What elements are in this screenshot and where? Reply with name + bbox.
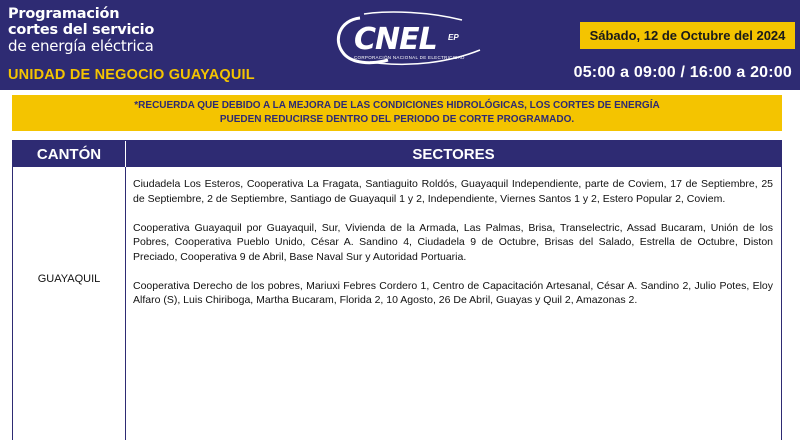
cnel-logo [330, 10, 490, 70]
logo-subtitle: CORPORACIÓN NACIONAL DE ELECTRICIDAD [354, 55, 465, 60]
schedule-table [12, 140, 782, 440]
header-canton: CANTÓN [36, 145, 102, 163]
notice-banner [12, 95, 782, 131]
sector-group-2: Cooperativa Guayaquil por Guayaquil, Sur, Vivienda de la Armada, Las Palmas, Brisa, Transelectric, Assad Bucaram, Unión de los Pobres, Cooperativa Pueblo Unido, César A. Sandino 4, Ciudadela 9 de Octubre, Brisas del Salado, Estrella de Octubre, Diston Preciado, Cooperativa 9 de Abril, Base Naval Sur y Autoridad Portuaria. [133, 221, 773, 263]
table-row [13, 167, 781, 440]
header-sectores: SECTORES [125, 141, 781, 167]
table-header [13, 141, 781, 167]
sector-group-3: Cooperativa Derecho de los pobres, Mariuxi Febres Cordero 1, Centro de Capacitación Artesanal, César A. Sandino 2, Julio Potes, Eloy Alfaro (S), Luis Chiriboga, Martha Bucaram, Florida 2, 10 Agosto, 26 De Abril, Guayas y Quil 2, Amazonas 2. [133, 279, 773, 306]
business-unit-name: UNIDAD DE NEGOCIO GUAYAQUIL [8, 67, 255, 83]
title-line-3: de energía eléctrica [8, 37, 154, 55]
title-line-2: cortes del servicio [8, 22, 155, 38]
logo-suffix: EP [448, 33, 459, 42]
notice-line-1: *RECUERDA QUE DEBIDO A LA MEJORA DE LAS CONDICIONES HIDROLÓGICAS, LOS CORTES DE ENERGÍA [134, 100, 660, 111]
column-divider [125, 167, 126, 440]
sector-group-1: Ciudadela Los Esteros, Cooperativa La Fragata, Santiaguito Roldós, Guayaquil Independiente, parte de Coviem, 17 de Septiembre, 25 de Septiembre, 2 de Septiembre, Santiago de Guayaquil 1 y 2, Independiente, Viernes Santos 1 y 2, Estero Popular 2, Coviem. [133, 178, 773, 205]
date-badge: Sábado, 12 de Octubre del 2024 [580, 22, 795, 49]
title-line-1: Programación [8, 6, 120, 22]
header-banner [0, 0, 800, 90]
program-title [8, 6, 154, 54]
notice-line-2: PUEDEN REDUCIRSE DENTRO DEL PERIODO DE CORTE PROGRAMADO. [219, 114, 575, 125]
outage-hours: 05:00 a 09:00 / 16:00 a 20:00 [573, 64, 792, 81]
canton-cell: GUAYAQUIL [37, 273, 101, 285]
logo-brand: CNEL [354, 22, 437, 57]
sectors-cell [133, 177, 773, 322]
